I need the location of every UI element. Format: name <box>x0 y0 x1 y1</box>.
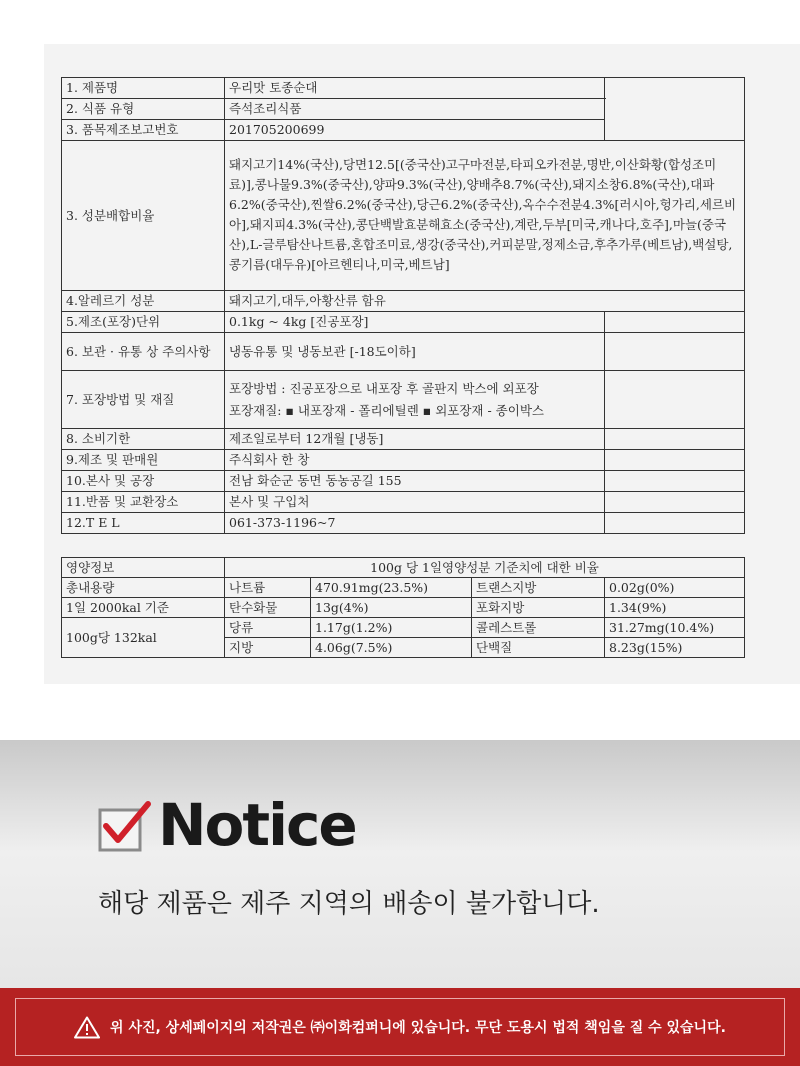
product-info-table <box>61 77 745 534</box>
nutrient-value: 470.91mg(23.5%) <box>311 578 472 598</box>
nutrient-name: 나트륨 <box>225 578 311 598</box>
row-value: 주식회사 한 창 <box>225 450 605 471</box>
table-row <box>62 558 745 578</box>
table-row <box>62 78 745 99</box>
row-value: 즉석조리식품 <box>225 99 605 120</box>
row-value: 냉동유통 및 냉동보관 [-18도이하] <box>225 333 605 371</box>
row-value: 우리맛 토종순대 <box>225 78 605 99</box>
row-label: 10.본사 및 공장 <box>62 471 225 492</box>
row-value: 전남 화순군 동면 동농공길 155 <box>225 471 605 492</box>
row-label: 1. 제품명 <box>62 78 225 99</box>
row-label: 8. 소비기한 <box>62 429 225 450</box>
packaging-method: 포장방법 : 진공포장으로 내포장 후 골판지 박스에 외포장 <box>229 380 539 396</box>
blank-cell <box>605 429 745 450</box>
table-row <box>62 578 745 598</box>
row-label: 2. 식품 유형 <box>62 99 225 120</box>
table-row <box>62 371 745 429</box>
table-row <box>62 471 745 492</box>
row-label: 4.알레르기 성분 <box>62 291 225 312</box>
nutrient-value: 31.27mg(10.4%) <box>605 618 745 638</box>
nutrient-value: 4.06g(7.5%) <box>311 638 472 658</box>
nutrient-value: 1.34(9%) <box>605 598 745 618</box>
nutrient-name: 탄수화물 <box>225 598 311 618</box>
blank-cell <box>605 450 745 471</box>
table-row <box>62 291 745 312</box>
nutrition-row-label: 1일 2000kal 기준 <box>62 598 225 618</box>
table-row <box>62 492 745 513</box>
nutrient-name: 콜레스트롤 <box>472 618 605 638</box>
copyright-text: 위 사진, 상세페이지의 저작권은 ㈜이화컴퍼니에 있습니다. 무단 도용시 법적 책임을 질 수 있습니다. <box>110 1020 726 1036</box>
packaging-value <box>225 371 605 429</box>
notice-title: Notice <box>158 791 356 859</box>
row-label: 5.제조(포장)단위 <box>62 312 225 333</box>
footer-frame <box>15 998 785 1056</box>
table-row <box>62 312 745 333</box>
row-label: 6. 보관 · 유통 상 주의사항 <box>62 333 225 371</box>
table-row <box>62 598 745 618</box>
row-label: 3. 성분배합비율 <box>62 141 225 291</box>
nutrient-name: 단백질 <box>472 638 605 658</box>
table-row <box>62 513 745 534</box>
nutrition-header-label: 영양정보 <box>62 558 225 578</box>
table-row <box>62 333 745 371</box>
row-value: 201705200699 <box>225 120 605 141</box>
notice-section <box>0 740 800 988</box>
nutrition-facts-table <box>61 557 745 658</box>
table-row <box>62 429 745 450</box>
nutrient-value: 13g(4%) <box>311 598 472 618</box>
blank-cell <box>605 492 745 513</box>
row-label: 7. 포장방법 및 재질 <box>62 371 225 429</box>
nutrient-value: 1.17g(1.2%) <box>311 618 472 638</box>
nutrition-row-label: 100g당 132kal <box>62 618 225 658</box>
table-row <box>62 450 745 471</box>
blank-cell <box>605 78 745 141</box>
row-value: 0.1kg ~ 4kg [진공포장] <box>225 312 605 333</box>
nutrition-row-label: 총내용량 <box>62 578 225 598</box>
nutrient-name: 포화지방 <box>472 598 605 618</box>
checkbox-check-icon <box>98 800 153 855</box>
nutrition-header-desc: 100g 당 1일영양성분 기준치에 대한 비율 <box>225 558 745 578</box>
row-value: 061-373-1196~7 <box>225 513 605 534</box>
blank-cell <box>605 333 745 371</box>
packaging-material: 포장재질: ▪ 내포장재 - 폴리에틸렌 ▪ 외포장재 - 종이박스 <box>229 402 544 418</box>
row-value: 돼지고기,대두,아황산류 함유 <box>225 291 745 312</box>
row-label: 11.반품 및 교환장소 <box>62 492 225 513</box>
row-label: 3. 품목제조보고번호 <box>62 120 225 141</box>
nutrient-value: 8.23g(15%) <box>605 638 745 658</box>
row-label: 9.제조 및 판매원 <box>62 450 225 471</box>
table-row <box>62 618 745 638</box>
table-row <box>62 141 745 291</box>
row-value: 제조일로부터 12개월 [냉동] <box>225 429 605 450</box>
ingredients-value: 돼지고기14%(국산),당면12.5[(중국산)고구마전분,타피오카전분,명반,이산화황(합성조미료)],콩나물9.3%(중국산),양파9.3%(국산),양배추8.7%(국산),돼지소창6.8%(국산),대파6.2%(중국산),찐쌀6.2%(중국산),당근6.2%(중국산),옥수수전분4.3%[러시아,헝가리,세르비아],돼지피4.3%(국산),콩단백발효분해효소(중국산),계란,두부[미국,캐나다,호주],마늘(중국산),L-글루탐산나트륨,혼합조미료,생강(중국산),커피분말,정제소금,후추가루(베트남),백설탕,콩기름(대두유)[아르헨티나,미국,베트남] <box>225 141 745 291</box>
blank-cell <box>605 513 745 534</box>
row-value: 본사 및 구입처 <box>225 492 605 513</box>
blank-cell <box>605 471 745 492</box>
nutrient-name: 트랜스지방 <box>472 578 605 598</box>
nutrient-name: 지방 <box>225 638 311 658</box>
blank-cell <box>605 312 745 333</box>
nutrient-value: 0.02g(0%) <box>605 578 745 598</box>
copyright-footer <box>0 988 800 1066</box>
notice-text: 해당 제품은 제주 지역의 배송이 불가합니다. <box>98 889 600 919</box>
warning-icon <box>74 1016 100 1039</box>
nutrient-name: 당류 <box>225 618 311 638</box>
blank-cell <box>605 371 745 429</box>
row-label: 12.T E L <box>62 513 225 534</box>
